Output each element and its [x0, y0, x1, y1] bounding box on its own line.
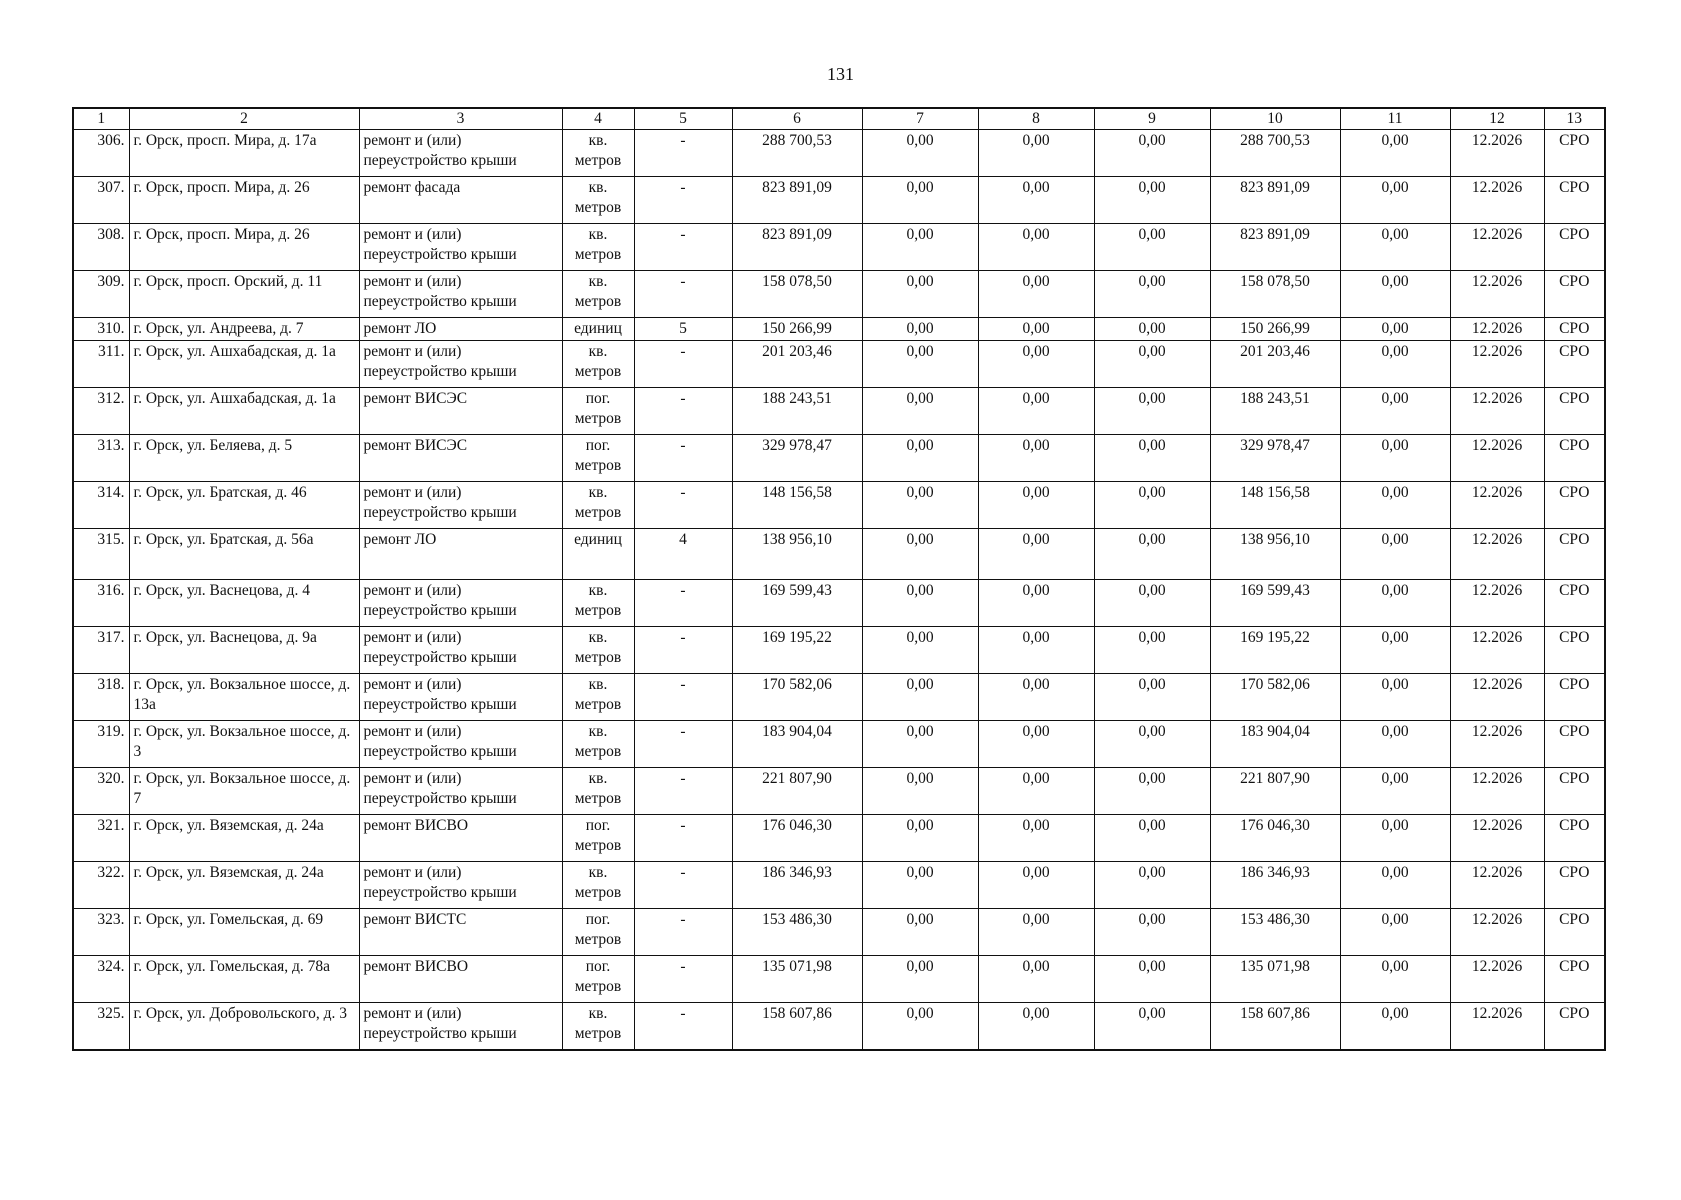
unit-cell: кв. метров — [562, 627, 634, 674]
address-cell: г. Орск, ул. Братская, д. 46 — [129, 482, 359, 529]
cost-total-cell: 183 904,04 — [732, 721, 862, 768]
work-type-cell: ремонт и (или) переустройство крыши — [359, 627, 562, 674]
table-row — [73, 768, 1605, 815]
value-col11-cell: 0,00 — [1340, 341, 1450, 388]
cost-total-cell: 158 607,86 — [732, 1003, 862, 1051]
row-number: 315. — [73, 529, 129, 580]
value-col10-cell: 329 978,47 — [1210, 435, 1340, 482]
work-type-cell: ремонт и (или) переустройство крыши — [359, 768, 562, 815]
row-number: 309. — [73, 271, 129, 318]
value-col10-cell: 170 582,06 — [1210, 674, 1340, 721]
unit-cell: кв. метров — [562, 271, 634, 318]
value-col11-cell: 0,00 — [1340, 529, 1450, 580]
address-cell: г. Орск, ул. Вокзальное шоссе, д. 7 — [129, 768, 359, 815]
unit-cell: единиц — [562, 318, 634, 341]
value-col10-cell: 288 700,53 — [1210, 130, 1340, 177]
column-header-1: 1 — [73, 108, 129, 130]
value-col7-cell: 0,00 — [862, 956, 978, 1003]
value-col11-cell: 0,00 — [1340, 224, 1450, 271]
work-type-cell: ремонт и (или) переустройство крыши — [359, 862, 562, 909]
value-col9-cell: 0,00 — [1094, 674, 1210, 721]
column-header-11: 11 — [1340, 108, 1450, 130]
value-col8-cell: 0,00 — [978, 482, 1094, 529]
row-number: 317. — [73, 627, 129, 674]
cost-total-cell: 186 346,93 — [732, 862, 862, 909]
cost-total-cell: 188 243,51 — [732, 388, 862, 435]
table-row — [73, 1003, 1605, 1051]
unit-cell: пог. метров — [562, 956, 634, 1003]
cost-total-cell: 176 046,30 — [732, 815, 862, 862]
value-col8-cell: 0,00 — [978, 318, 1094, 341]
deadline-cell: 12.2026 — [1450, 388, 1544, 435]
deadline-cell: 12.2026 — [1450, 224, 1544, 271]
funding-source-cell: СРО — [1544, 435, 1605, 482]
funding-source-cell: СРО — [1544, 318, 1605, 341]
work-type-cell: ремонт и (или) переустройство крыши — [359, 341, 562, 388]
deadline-cell: 12.2026 — [1450, 580, 1544, 627]
column-header-7: 7 — [862, 108, 978, 130]
deadline-cell: 12.2026 — [1450, 721, 1544, 768]
value-col9-cell: 0,00 — [1094, 627, 1210, 674]
value-col9-cell: 0,00 — [1094, 721, 1210, 768]
address-cell: г. Орск, ул. Гомельская, д. 78а — [129, 956, 359, 1003]
work-type-cell: ремонт ЛО — [359, 529, 562, 580]
work-type-cell: ремонт ВИСТС — [359, 909, 562, 956]
address-cell: г. Орск, просп. Орский, д. 11 — [129, 271, 359, 318]
value-col8-cell: 0,00 — [978, 627, 1094, 674]
value-col10-cell: 150 266,99 — [1210, 318, 1340, 341]
value-col9-cell: 0,00 — [1094, 130, 1210, 177]
value-col7-cell: 0,00 — [862, 815, 978, 862]
funding-source-cell: СРО — [1544, 224, 1605, 271]
value-col9-cell: 0,00 — [1094, 224, 1210, 271]
table-row — [73, 435, 1605, 482]
page-number: 131 — [827, 64, 854, 84]
value-col9-cell: 0,00 — [1094, 580, 1210, 627]
table-row — [73, 674, 1605, 721]
quantity-cell: - — [634, 177, 732, 224]
unit-cell: кв. метров — [562, 580, 634, 627]
value-col8-cell: 0,00 — [978, 224, 1094, 271]
funding-source-cell: СРО — [1544, 627, 1605, 674]
value-col9-cell: 0,00 — [1094, 956, 1210, 1003]
value-col11-cell: 0,00 — [1340, 388, 1450, 435]
unit-cell: пог. метров — [562, 909, 634, 956]
value-col11-cell: 0,00 — [1340, 580, 1450, 627]
funding-source-cell: СРО — [1544, 768, 1605, 815]
address-cell: г. Орск, ул. Беляева, д. 5 — [129, 435, 359, 482]
funding-source-cell: СРО — [1544, 1003, 1605, 1051]
value-col10-cell: 169 195,22 — [1210, 627, 1340, 674]
deadline-cell: 12.2026 — [1450, 1003, 1544, 1051]
value-col10-cell: 148 156,58 — [1210, 482, 1340, 529]
work-type-cell: ремонт ВИСЭС — [359, 388, 562, 435]
cost-total-cell: 138 956,10 — [732, 529, 862, 580]
value-col11-cell: 0,00 — [1340, 482, 1450, 529]
work-type-cell: ремонт ВИСВО — [359, 815, 562, 862]
deadline-cell: 12.2026 — [1450, 271, 1544, 318]
value-col11-cell: 0,00 — [1340, 435, 1450, 482]
quantity-cell: - — [634, 956, 732, 1003]
value-col8-cell: 0,00 — [978, 341, 1094, 388]
value-col11-cell: 0,00 — [1340, 721, 1450, 768]
address-cell: г. Орск, просп. Мира, д. 17а — [129, 130, 359, 177]
cost-total-cell: 823 891,09 — [732, 224, 862, 271]
funding-source-cell: СРО — [1544, 674, 1605, 721]
deadline-cell: 12.2026 — [1450, 318, 1544, 341]
value-col8-cell: 0,00 — [978, 768, 1094, 815]
value-col10-cell: 153 486,30 — [1210, 909, 1340, 956]
value-col8-cell: 0,00 — [978, 435, 1094, 482]
table-row — [73, 909, 1605, 956]
value-col9-cell: 0,00 — [1094, 1003, 1210, 1051]
table-row — [73, 482, 1605, 529]
value-col7-cell: 0,00 — [862, 721, 978, 768]
row-number: 324. — [73, 956, 129, 1003]
table-row — [73, 388, 1605, 435]
row-number: 319. — [73, 721, 129, 768]
value-col10-cell: 158 607,86 — [1210, 1003, 1340, 1051]
table-row — [73, 721, 1605, 768]
value-col8-cell: 0,00 — [978, 177, 1094, 224]
value-col7-cell: 0,00 — [862, 388, 978, 435]
funding-source-cell: СРО — [1544, 482, 1605, 529]
value-col10-cell: 138 956,10 — [1210, 529, 1340, 580]
value-col11-cell: 0,00 — [1340, 130, 1450, 177]
value-col11-cell: 0,00 — [1340, 674, 1450, 721]
value-col7-cell: 0,00 — [862, 580, 978, 627]
value-col7-cell: 0,00 — [862, 224, 978, 271]
unit-cell: кв. метров — [562, 341, 634, 388]
quantity-cell: - — [634, 909, 732, 956]
table-row — [73, 529, 1605, 580]
work-type-cell: ремонт фасада — [359, 177, 562, 224]
funding-source-cell: СРО — [1544, 341, 1605, 388]
table-header-row — [73, 108, 1605, 130]
table-row — [73, 627, 1605, 674]
funding-source-cell: СРО — [1544, 271, 1605, 318]
value-col8-cell: 0,00 — [978, 862, 1094, 909]
funding-source-cell: СРО — [1544, 177, 1605, 224]
value-col9-cell: 0,00 — [1094, 909, 1210, 956]
value-col8-cell: 0,00 — [978, 388, 1094, 435]
value-col9-cell: 0,00 — [1094, 862, 1210, 909]
work-type-cell: ремонт и (или) переустройство крыши — [359, 130, 562, 177]
quantity-cell: - — [634, 271, 732, 318]
unit-cell: кв. метров — [562, 862, 634, 909]
value-col9-cell: 0,00 — [1094, 388, 1210, 435]
row-number: 312. — [73, 388, 129, 435]
value-col10-cell: 823 891,09 — [1210, 177, 1340, 224]
value-col8-cell: 0,00 — [978, 130, 1094, 177]
value-col11-cell: 0,00 — [1340, 1003, 1450, 1051]
value-col10-cell: 183 904,04 — [1210, 721, 1340, 768]
address-cell: г. Орск, ул. Ашхабадская, д. 1а — [129, 388, 359, 435]
value-col10-cell: 135 071,98 — [1210, 956, 1340, 1003]
value-col10-cell: 158 078,50 — [1210, 271, 1340, 318]
unit-cell: кв. метров — [562, 224, 634, 271]
value-col8-cell: 0,00 — [978, 815, 1094, 862]
value-col9-cell: 0,00 — [1094, 482, 1210, 529]
value-col7-cell: 0,00 — [862, 130, 978, 177]
value-col8-cell: 0,00 — [978, 721, 1094, 768]
deadline-cell: 12.2026 — [1450, 177, 1544, 224]
address-cell: г. Орск, ул. Братская, д. 56а — [129, 529, 359, 580]
row-number: 320. — [73, 768, 129, 815]
work-type-cell: ремонт ВИСВО — [359, 956, 562, 1003]
value-col7-cell: 0,00 — [862, 529, 978, 580]
unit-cell: пог. метров — [562, 388, 634, 435]
value-col10-cell: 169 599,43 — [1210, 580, 1340, 627]
address-cell: г. Орск, ул. Вяземская, д. 24а — [129, 862, 359, 909]
cost-total-cell: 169 195,22 — [732, 627, 862, 674]
quantity-cell: - — [634, 224, 732, 271]
value-col11-cell: 0,00 — [1340, 815, 1450, 862]
cost-total-cell: 150 266,99 — [732, 318, 862, 341]
work-type-cell: ремонт и (или) переустройство крыши — [359, 721, 562, 768]
value-col8-cell: 0,00 — [978, 1003, 1094, 1051]
table-body — [73, 130, 1605, 1051]
value-col7-cell: 0,00 — [862, 435, 978, 482]
table-row — [73, 271, 1605, 318]
deadline-cell: 12.2026 — [1450, 529, 1544, 580]
data-table — [72, 107, 1606, 1051]
value-col7-cell: 0,00 — [862, 1003, 978, 1051]
table-row — [73, 224, 1605, 271]
value-col11-cell: 0,00 — [1340, 177, 1450, 224]
row-number: 318. — [73, 674, 129, 721]
quantity-cell: - — [634, 130, 732, 177]
table-row — [73, 318, 1605, 341]
row-number: 323. — [73, 909, 129, 956]
value-col9-cell: 0,00 — [1094, 271, 1210, 318]
row-number: 322. — [73, 862, 129, 909]
address-cell: г. Орск, ул. Васнецова, д. 9а — [129, 627, 359, 674]
cost-total-cell: 221 807,90 — [732, 768, 862, 815]
work-type-cell: ремонт и (или) переустройство крыши — [359, 1003, 562, 1051]
unit-cell: единиц — [562, 529, 634, 580]
value-col10-cell: 221 807,90 — [1210, 768, 1340, 815]
value-col8-cell: 0,00 — [978, 909, 1094, 956]
cost-total-cell: 201 203,46 — [732, 341, 862, 388]
value-col7-cell: 0,00 — [862, 341, 978, 388]
quantity-cell: - — [634, 768, 732, 815]
deadline-cell: 12.2026 — [1450, 862, 1544, 909]
address-cell: г. Орск, ул. Ашхабадская, д. 1а — [129, 341, 359, 388]
value-col8-cell: 0,00 — [978, 580, 1094, 627]
column-header-9: 9 — [1094, 108, 1210, 130]
address-cell: г. Орск, ул. Вокзальное шоссе, д. 3 — [129, 721, 359, 768]
value-col11-cell: 0,00 — [1340, 768, 1450, 815]
value-col9-cell: 0,00 — [1094, 341, 1210, 388]
cost-total-cell: 158 078,50 — [732, 271, 862, 318]
unit-cell: пог. метров — [562, 435, 634, 482]
value-col10-cell: 186 346,93 — [1210, 862, 1340, 909]
address-cell: г. Орск, ул. Вокзальное шоссе, д. 13а — [129, 674, 359, 721]
unit-cell: пог. метров — [562, 815, 634, 862]
quantity-cell: - — [634, 862, 732, 909]
value-col9-cell: 0,00 — [1094, 177, 1210, 224]
deadline-cell: 12.2026 — [1450, 341, 1544, 388]
value-col11-cell: 0,00 — [1340, 627, 1450, 674]
cost-total-cell: 153 486,30 — [732, 909, 862, 956]
value-col7-cell: 0,00 — [862, 177, 978, 224]
work-type-cell: ремонт и (или) переустройство крыши — [359, 224, 562, 271]
value-col7-cell: 0,00 — [862, 909, 978, 956]
deadline-cell: 12.2026 — [1450, 435, 1544, 482]
address-cell: г. Орск, ул. Андреева, д. 7 — [129, 318, 359, 341]
cost-total-cell: 148 156,58 — [732, 482, 862, 529]
quantity-cell: - — [634, 435, 732, 482]
funding-source-cell: СРО — [1544, 130, 1605, 177]
value-col7-cell: 0,00 — [862, 862, 978, 909]
quantity-cell: - — [634, 341, 732, 388]
unit-cell: кв. метров — [562, 1003, 634, 1051]
value-col7-cell: 0,00 — [862, 271, 978, 318]
quantity-cell: - — [634, 674, 732, 721]
table-row — [73, 956, 1605, 1003]
table-row — [73, 580, 1605, 627]
value-col10-cell: 823 891,09 — [1210, 224, 1340, 271]
cost-total-cell: 823 891,09 — [732, 177, 862, 224]
row-number: 321. — [73, 815, 129, 862]
work-type-cell: ремонт и (или) переустройство крыши — [359, 674, 562, 721]
deadline-cell: 12.2026 — [1450, 674, 1544, 721]
funding-source-cell: СРО — [1544, 721, 1605, 768]
row-number: 316. — [73, 580, 129, 627]
column-header-12: 12 — [1450, 108, 1544, 130]
row-number: 314. — [73, 482, 129, 529]
value-col9-cell: 0,00 — [1094, 529, 1210, 580]
value-col8-cell: 0,00 — [978, 956, 1094, 1003]
funding-source-cell: СРО — [1544, 815, 1605, 862]
value-col11-cell: 0,00 — [1340, 956, 1450, 1003]
value-col7-cell: 0,00 — [862, 768, 978, 815]
row-number: 310. — [73, 318, 129, 341]
deadline-cell: 12.2026 — [1450, 909, 1544, 956]
value-col8-cell: 0,00 — [978, 271, 1094, 318]
value-col7-cell: 0,00 — [862, 674, 978, 721]
deadline-cell: 12.2026 — [1450, 482, 1544, 529]
value-col7-cell: 0,00 — [862, 482, 978, 529]
address-cell: г. Орск, просп. Мира, д. 26 — [129, 177, 359, 224]
row-number: 307. — [73, 177, 129, 224]
deadline-cell: 12.2026 — [1450, 130, 1544, 177]
deadline-cell: 12.2026 — [1450, 768, 1544, 815]
quantity-cell: - — [634, 815, 732, 862]
value-col9-cell: 0,00 — [1094, 768, 1210, 815]
deadline-cell: 12.2026 — [1450, 956, 1544, 1003]
table-row — [73, 815, 1605, 862]
quantity-cell: - — [634, 1003, 732, 1051]
deadline-cell: 12.2026 — [1450, 627, 1544, 674]
value-col11-cell: 0,00 — [1340, 862, 1450, 909]
value-col11-cell: 0,00 — [1340, 318, 1450, 341]
cost-total-cell: 135 071,98 — [732, 956, 862, 1003]
unit-cell: кв. метров — [562, 768, 634, 815]
address-cell: г. Орск, ул. Васнецова, д. 4 — [129, 580, 359, 627]
quantity-cell: 4 — [634, 529, 732, 580]
quantity-cell: - — [634, 721, 732, 768]
column-header-6: 6 — [732, 108, 862, 130]
column-header-13: 13 — [1544, 108, 1605, 130]
column-header-10: 10 — [1210, 108, 1340, 130]
value-col11-cell: 0,00 — [1340, 909, 1450, 956]
value-col11-cell: 0,00 — [1340, 271, 1450, 318]
column-header-5: 5 — [634, 108, 732, 130]
quantity-cell: - — [634, 580, 732, 627]
value-col10-cell: 201 203,46 — [1210, 341, 1340, 388]
value-col8-cell: 0,00 — [978, 674, 1094, 721]
funding-source-cell: СРО — [1544, 529, 1605, 580]
work-type-cell: ремонт и (или) переустройство крыши — [359, 271, 562, 318]
value-col7-cell: 0,00 — [862, 627, 978, 674]
work-type-cell: ремонт и (или) переустройство крыши — [359, 482, 562, 529]
value-col8-cell: 0,00 — [978, 529, 1094, 580]
table-row — [73, 130, 1605, 177]
row-number: 325. — [73, 1003, 129, 1051]
work-type-cell: ремонт ВИСЭС — [359, 435, 562, 482]
cost-total-cell: 288 700,53 — [732, 130, 862, 177]
value-col10-cell: 176 046,30 — [1210, 815, 1340, 862]
cost-total-cell: 170 582,06 — [732, 674, 862, 721]
unit-cell: кв. метров — [562, 177, 634, 224]
row-number: 313. — [73, 435, 129, 482]
funding-source-cell: СРО — [1544, 388, 1605, 435]
column-header-8: 8 — [978, 108, 1094, 130]
funding-source-cell: СРО — [1544, 862, 1605, 909]
value-col9-cell: 0,00 — [1094, 318, 1210, 341]
address-cell: г. Орск, ул. Добровольского, д. 3 — [129, 1003, 359, 1051]
unit-cell: кв. метров — [562, 130, 634, 177]
unit-cell: кв. метров — [562, 721, 634, 768]
table-row — [73, 341, 1605, 388]
value-col9-cell: 0,00 — [1094, 435, 1210, 482]
value-col7-cell: 0,00 — [862, 318, 978, 341]
table-row — [73, 862, 1605, 909]
quantity-cell: - — [634, 627, 732, 674]
work-type-cell: ремонт ЛО — [359, 318, 562, 341]
value-col10-cell: 188 243,51 — [1210, 388, 1340, 435]
address-cell: г. Орск, просп. Мира, д. 26 — [129, 224, 359, 271]
column-header-2: 2 — [129, 108, 359, 130]
table-row — [73, 177, 1605, 224]
work-type-cell: ремонт и (или) переустройство крыши — [359, 580, 562, 627]
funding-source-cell: СРО — [1544, 580, 1605, 627]
funding-source-cell: СРО — [1544, 956, 1605, 1003]
value-col9-cell: 0,00 — [1094, 815, 1210, 862]
row-number: 308. — [73, 224, 129, 271]
quantity-cell: - — [634, 388, 732, 435]
cost-total-cell: 329 978,47 — [732, 435, 862, 482]
unit-cell: кв. метров — [562, 482, 634, 529]
column-header-3: 3 — [359, 108, 562, 130]
quantity-cell: - — [634, 482, 732, 529]
row-number: 306. — [73, 130, 129, 177]
address-cell: г. Орск, ул. Гомельская, д. 69 — [129, 909, 359, 956]
address-cell: г. Орск, ул. Вяземская, д. 24а — [129, 815, 359, 862]
deadline-cell: 12.2026 — [1450, 815, 1544, 862]
cost-total-cell: 169 599,43 — [732, 580, 862, 627]
row-number: 311. — [73, 341, 129, 388]
unit-cell: кв. метров — [562, 674, 634, 721]
column-header-4: 4 — [562, 108, 634, 130]
quantity-cell: 5 — [634, 318, 732, 341]
funding-source-cell: СРО — [1544, 909, 1605, 956]
